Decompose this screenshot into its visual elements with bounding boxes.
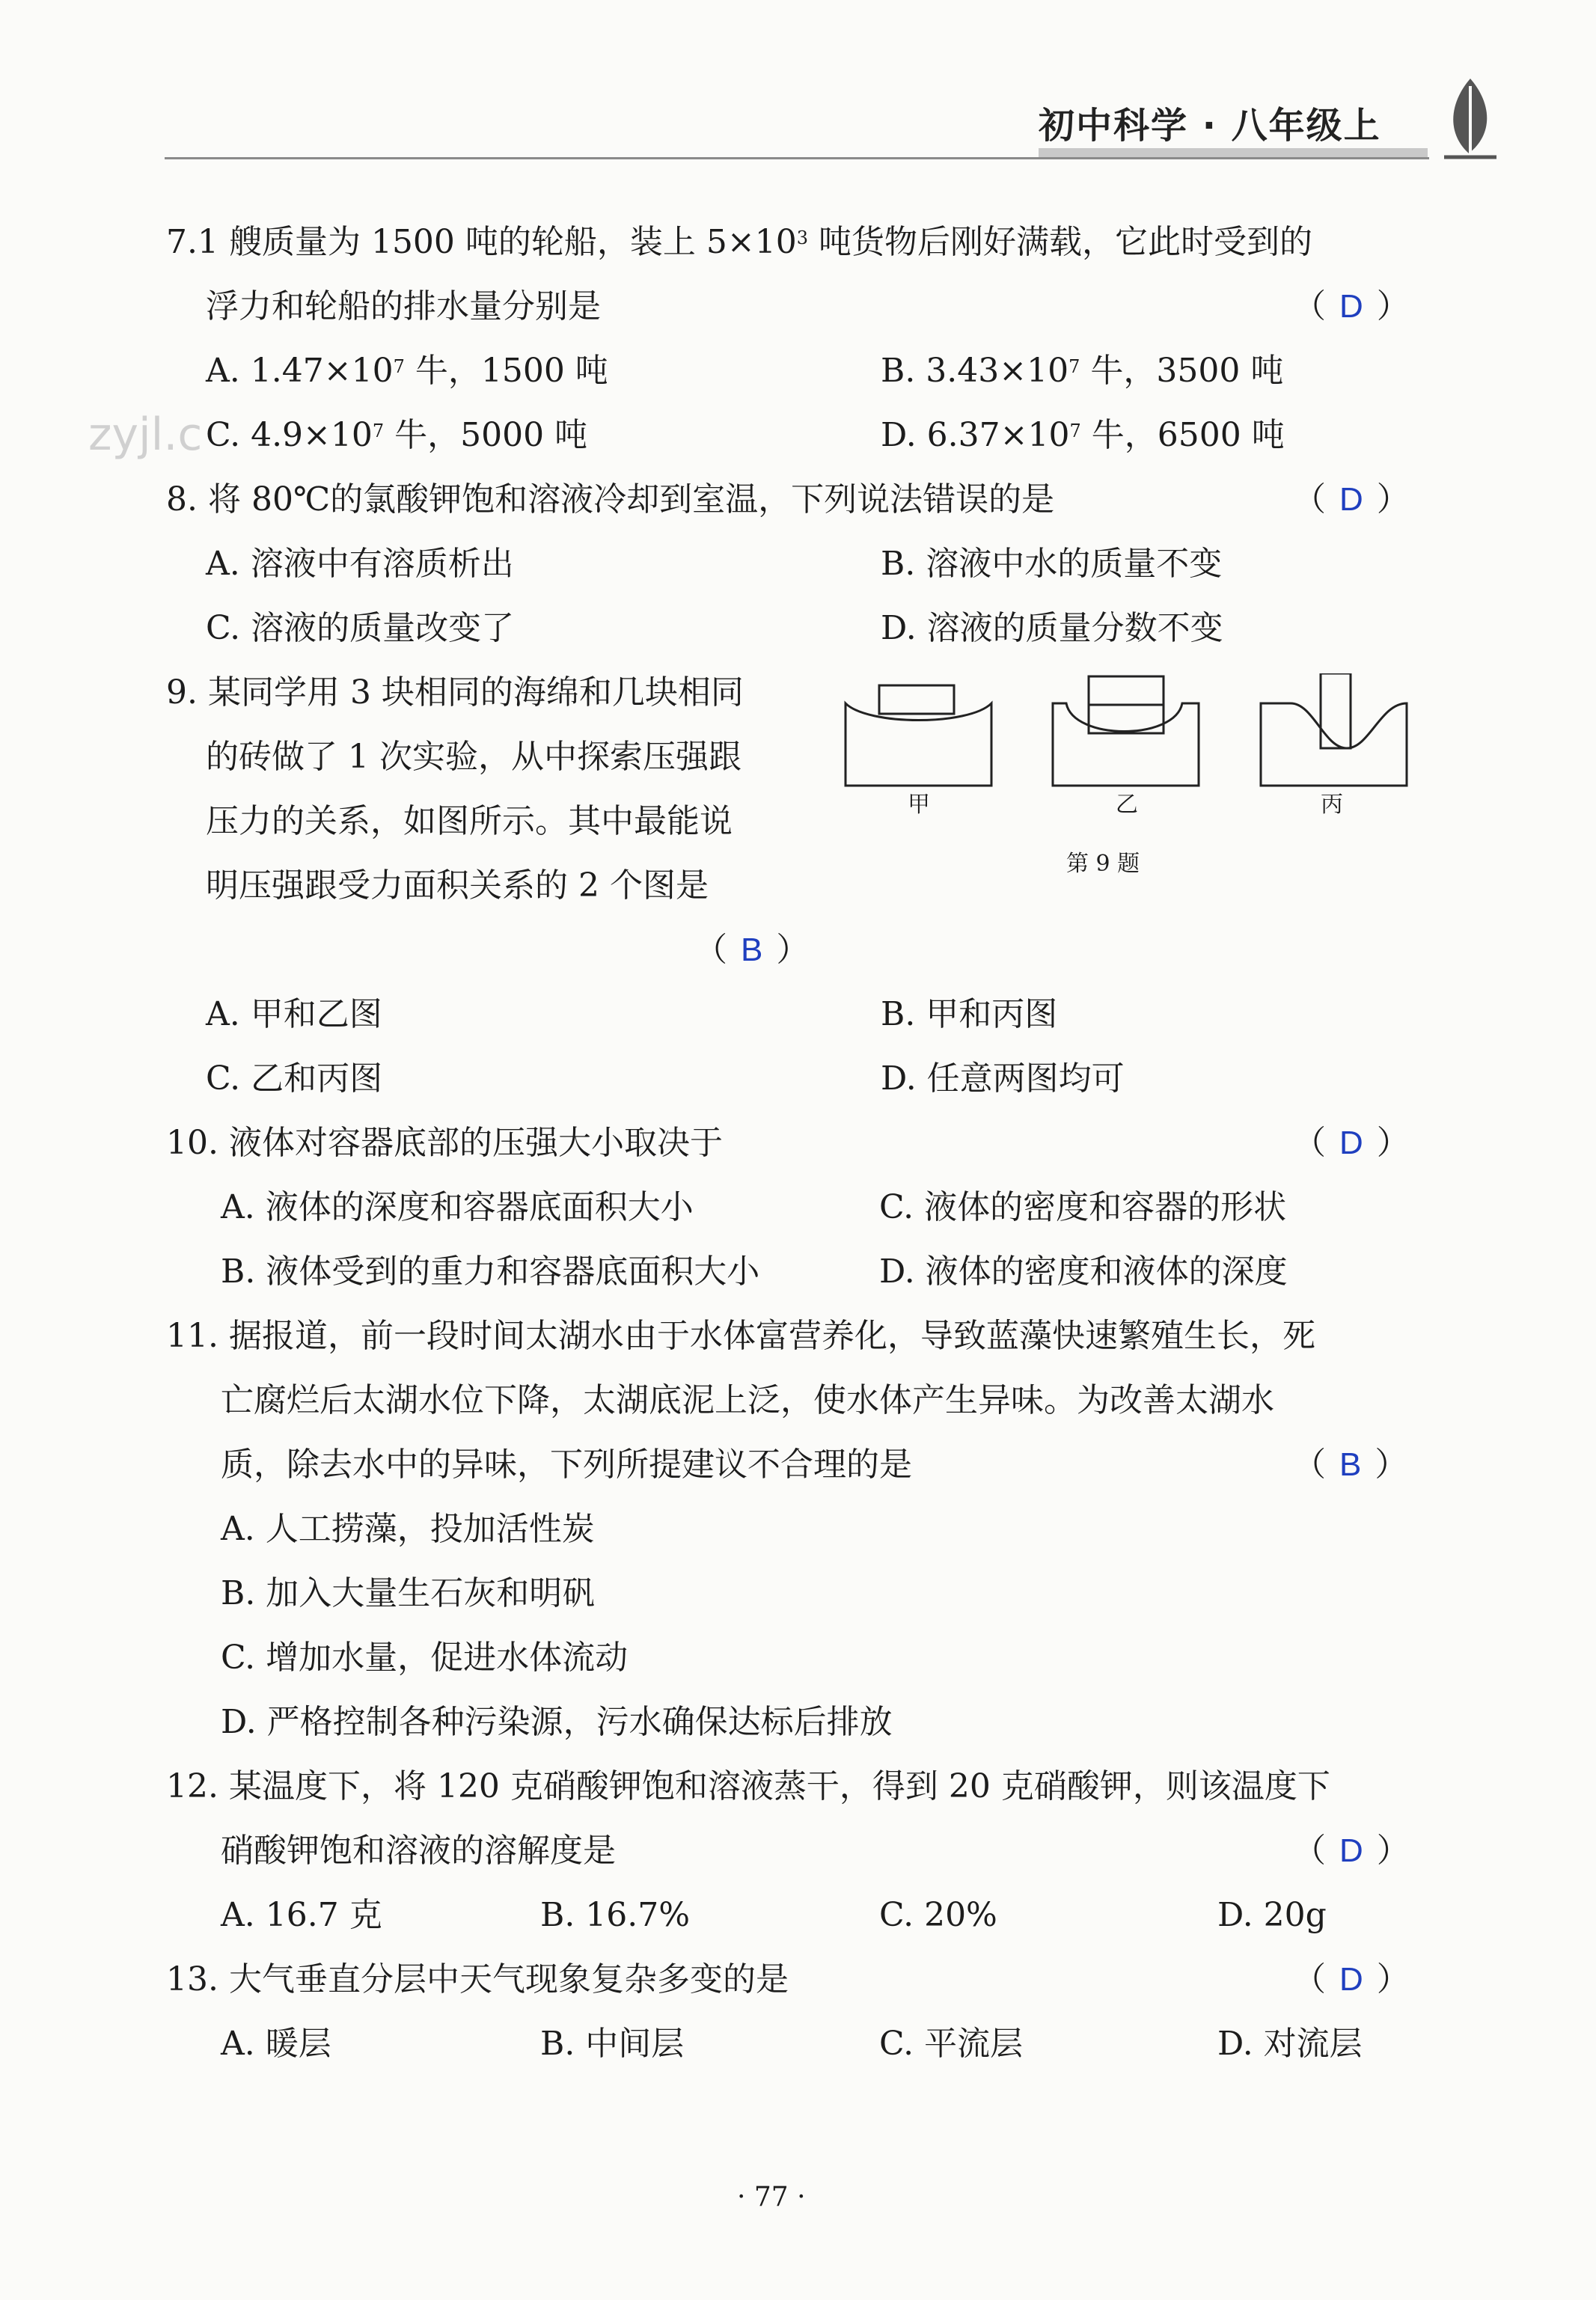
q9-stem-line1: 9. 某同学用 3 块相同的海绵和几块相同 — [166, 673, 744, 712]
q9-option-d: D. 任意两图均可 — [881, 1059, 1125, 1098]
q13-option-c: C. 平流层 — [879, 2025, 1024, 2063]
sponge-bing — [1261, 703, 1407, 786]
q12-option-b: B. 16.7% — [540, 1896, 691, 1934]
q11-option-d: D. 严格控制各种污染源，污水确保达标后排放 — [221, 1703, 893, 1741]
q7-option-a: A. $1.47\times 10^7$ 牛，1500 吨 — [206, 352, 608, 390]
q10-option-a: A. 液体的深度和容器底面积大小 — [221, 1188, 694, 1226]
q8-answer: （ D ） — [1293, 480, 1410, 519]
q11-option-b: B. 加入大量生石灰和明矾 — [221, 1574, 596, 1612]
q9-stem-line3: 压力的关系，如图所示。其中最能说 — [206, 802, 733, 840]
q9-option-b: B. 甲和丙图 — [881, 995, 1058, 1033]
fig-label-jia: 甲 — [908, 792, 930, 818]
q12-stem-line1: 12. 某温度下，将 120 克硝酸钾饱和溶液蒸干，得到 20 克硝酸钾，则该温度下 — [166, 1767, 1330, 1805]
q12-option-d: D. 20g — [1217, 1896, 1327, 1934]
q7-answer: （ D ） — [1293, 287, 1410, 325]
q11-option-c: C. 增加水量，促进水体流动 — [221, 1639, 629, 1677]
q7-option-d: D. $6.37\times 10^7$ 牛，6500 吨 — [881, 416, 1285, 454]
fig-label-yi: 乙 — [1116, 792, 1138, 818]
q12-stem-line2: 硝酸钾饱和溶液的溶解度是 — [221, 1832, 616, 1870]
q10-stem: 10. 液体对容器底部的压强大小取决于 — [166, 1124, 723, 1162]
watermark: zyjl.c — [88, 409, 203, 461]
q11-option-a: A. 人工捞藻，投加活性炭 — [221, 1510, 595, 1548]
q11-stem-line1: 11. 据报道，前一段时间太湖水由于水体富营养化，导致蓝藻快速繁殖生长，死 — [166, 1317, 1315, 1355]
q10-option-c: C. 液体的密度和容器的形状 — [879, 1188, 1287, 1226]
q10-option-d: D. 液体的密度和液体的深度 — [879, 1253, 1288, 1291]
q12-option-c: C. 20% — [879, 1896, 997, 1934]
q13-answer: （ D ） — [1293, 1960, 1410, 1998]
leaf-icon — [1440, 75, 1500, 161]
page-header-title: 初中科学 · 八年级上 — [1039, 105, 1381, 147]
q9-stem-line2: 的砖做了 1 次实验，从中探索压强跟 — [206, 738, 742, 776]
sponge-yi — [1053, 703, 1199, 786]
q7-stem: 7.1 艘质量为 1500 吨的轮船，装上 $5\times 10^3$ 吨货物后刚好满载，它此时受到的 — [166, 223, 1313, 261]
q8-stem: 8. 将 80℃的氯酸钾饱和溶液冷却到室温，下列说法错误的是 — [166, 480, 1055, 519]
q9-figure-caption: 第 9 题 — [1066, 851, 1140, 877]
brick-jia — [879, 685, 954, 714]
q11-answer: （ B ） — [1293, 1446, 1408, 1484]
brick-yi-top — [1089, 676, 1164, 705]
brick-bing — [1321, 673, 1351, 748]
q10-answer: （ D ） — [1293, 1124, 1410, 1162]
q12-option-a: A. 16.7 克 — [221, 1896, 382, 1934]
header-rule — [165, 157, 1429, 159]
q8-option-c: C. 溶液的质量改变了 — [206, 609, 515, 647]
q10-option-b: B. 液体受到的重力和容器底面积大小 — [221, 1253, 760, 1291]
q9-figure — [842, 673, 1418, 808]
q8-option-b: B. 溶液中水的质量不变 — [881, 545, 1223, 583]
page-number: · 77 · — [737, 2182, 806, 2212]
q11-stem-line3: 质，除去水中的异味，下列所提建议不合理的是 — [221, 1446, 912, 1484]
q9-stem-line4: 明压强跟受力面积关系的 2 个图是 — [206, 866, 709, 905]
q7-stem-line2: 浮力和轮船的排水量分别是 — [206, 287, 601, 325]
q8-option-d: D. 溶液的质量分数不变 — [881, 609, 1223, 647]
q9-option-c: C. 乙和丙图 — [206, 1059, 383, 1098]
sponge-jia — [846, 703, 991, 786]
q13-option-a: A. 暖层 — [221, 2025, 331, 2063]
fig-label-bing: 丙 — [1321, 792, 1343, 818]
q13-option-b: B. 中间层 — [540, 2025, 685, 2063]
q11-stem-line2: 亡腐烂后太湖水位下降，太湖底泥上泛，使水体产生异味。为改善太湖水 — [221, 1381, 1274, 1419]
q7-option-c: C. $4.9\times 10^7$ 牛，5000 吨 — [206, 416, 588, 454]
q8-option-a: A. 溶液中有溶质析出 — [206, 545, 514, 583]
q9-answer: （ B ） — [694, 931, 810, 969]
q13-stem: 13. 大气垂直分层中天气现象复杂多变的是 — [166, 1960, 789, 1998]
q9-option-a: A. 甲和乙图 — [206, 995, 382, 1033]
q13-option-d: D. 对流层 — [1217, 2025, 1363, 2063]
q12-answer: （ D ） — [1293, 1832, 1410, 1870]
q7-option-b: B. $3.43\times 10^7$ 牛，3500 吨 — [881, 352, 1284, 390]
